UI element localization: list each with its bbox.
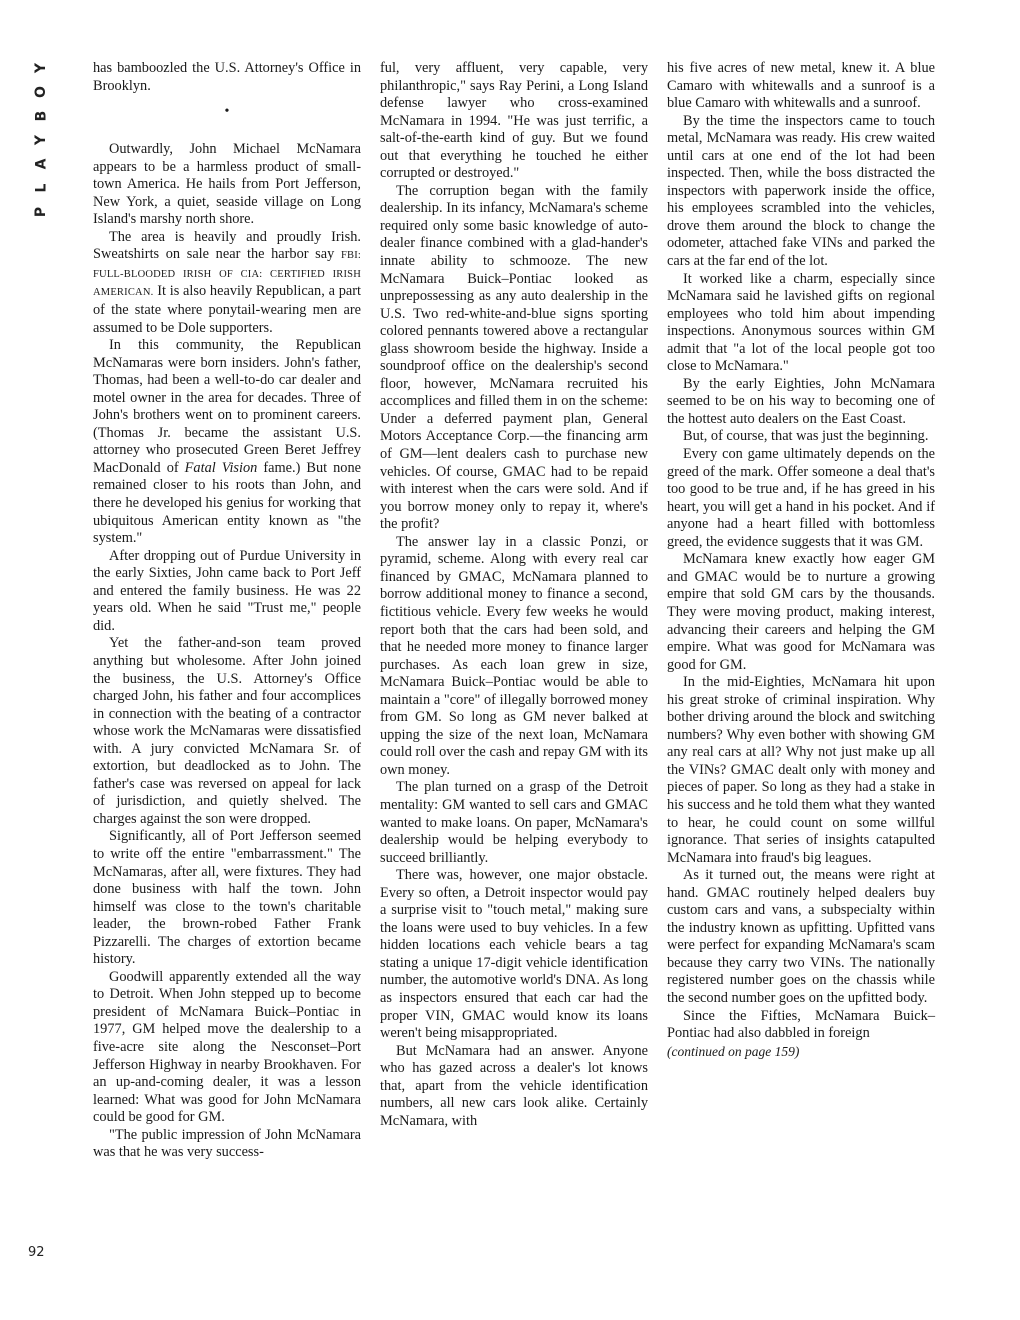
paragraph: It worked like a charm, especially since McNamara said he lavished gifts on regional employees who told him about impending inspections. Anonymous sources within GM admit that "a lot of the local people got too close to McNamara." xyxy=(667,270,935,375)
paragraph-text: It is also heavily Republican, a part of the state where ponytail-wearing men are assumed to be Dole supporters. xyxy=(93,283,361,336)
paragraph: The plan turned on a grasp of the Detroit mentality: GM wanted to sell cars and GMAC wanted to make loans. On paper, McNamara's dealership would be helping everybody to succeed brilliantly. xyxy=(380,779,648,866)
paragraph: Outwardly, John Michael McNamara appears to be a harmless product of small-town America. He hails from Port Jefferson, New York, a quiet, seaside village on Long Island's marshy north shore. xyxy=(93,141,361,228)
paragraph: But, of course, that was just the beginning. xyxy=(683,428,929,445)
paragraph xyxy=(93,229,361,337)
masthead-letter: A xyxy=(33,158,49,170)
masthead-letter: P xyxy=(32,206,49,218)
masthead-letter: O xyxy=(33,86,49,98)
paragraph: The corruption began with the family dealership. In its infancy, McNamara's scheme required only some basic knowledge of auto-dealer finance combined with a glad-hander's innate ability to schmooze. The new McNamara Buick–Pontiac looked as unprepossessing as any auto dealership in the U.S. Two red-white-and-blue signs sporting colored pennants towered above a rectangular glass showroom beside the highway. Inside a soundproof office on the dealership's second floor, however, McNamara recruited his accomplices and filled them in on the scheme: Under a deferred payment plan, General Motors Acceptance Corp.—the financing arm of GM—lent dealers cash to purchase new vehicles. Of course, GMAC had to be repaid with interest when the cars were sold. And if you borrow money only to repay it, where's the profit? xyxy=(380,182,648,533)
paragraph: By the time the inspectors came to touch metal, McNamara was ready. His crew waited until cars at one end of the lot had been inspected. Then, while the boss distracted the inspectors with paperwork inside the office, his employees scrambled into the vehicles, drove them around the block to change the odometer, attached fake VINs and parked the cars at the far end of the lot. xyxy=(667,112,935,270)
paragraph: The answer lay in a classic Ponzi, or pyramid, scheme. Along with every real car financed by GMAC, McNamara planned to borrow additional money to finance a second, fictitious vehicle. Every few weeks he would report both that the cars had been sold, and that he needed more money to finance larger purchases. As each loan grew in size, McNamara Buick–Pontiac would be able to maintain a "core" of illegally borrowed money from GM. So long as GM never balked at upping the size of the next loan, McNamara could roll over the cash and repay GM with its own money. xyxy=(380,533,648,778)
masthead-letter: B xyxy=(32,110,49,122)
paragraph: In the mid-Eighties, McNamara hit upon his great stroke of criminal inspiration. Why bother driving around the block and switching numbers? Why even bother with showing GM any real cars at all? Why not just make up all the VINs? GMAC dealt only with money and pieces of paper. So long as they had a stake in his success and he told them what they wanted to hear, he could count on some willful ignorance. That series of insights catapulted McNamara into fraud's big leagues. xyxy=(667,674,935,866)
paragraph: But McNamara had an answer. Anyone who has gazed across a dealer's lot knows that, apart from the vehicle identification numbers, all new cars look alike. Certainly McNamara, with xyxy=(380,1042,648,1129)
paragraph-text: In this community, the Republican McNamaras were born insiders. John's father, Thomas, had been a well-to-do car dealer and motel owner in the area for decades. Three of John's brothers went on to prominent careers. (Thomas Jr. became the assistant U.S. attorney who prosecuted Green Beret Jeffrey MacDonald of xyxy=(93,337,361,476)
paragraph: Significantly, all of Port Jefferson seemed to write off the entire "embarrassment." The McNamaras, after all, were fixtures. They had done business with half the town. John himself was close to the town's charitable leader, the brown-robed Father Frank Pizzarelli. The charges of extortion became history. xyxy=(93,828,361,968)
paragraph: Goodwill apparently extended all the way to Detroit. When John stepped up to become president of McNamara Buick–Pontiac in 1977, GM helped move the dealership to a five-acre site along the Nesconset–Port Jefferson Highway in nearby Brookhaven. For an up-and-coming dealer, it was a lesson learned: What was good for John McNamara could be good for GM. xyxy=(93,968,361,1126)
article-column-3 xyxy=(667,60,935,1060)
article-column-1 xyxy=(93,60,361,1162)
paragraph: By the early Eighties, John McNamara seemed to be on his way to becoming one of the hottest auto dealers on the East Coast. xyxy=(667,375,935,427)
masthead-letter: L xyxy=(32,183,49,193)
paragraph: ful, very affluent, very capable, very philanthropic," says Ray Perini, a Long Island defense lawyer who cross-examined McNamara in 1994. "He was just terrific, a salt-of-the-earth kind of guy. But we found out that everything he touched he either corrupted or destroyed." xyxy=(380,60,648,182)
paragraph: Yet the father-and-son team proved anything but wholesome. After John joined the business, the U.S. Attorney's Office charged John, his father and four accomplices in connection with the beating of a contractor whose work the McNamaras were dissatisfied with. A jury convicted McNamara Sr. of extortion, but deadlocked as to John. The father's case was reversed on appeal for lack of jurisdiction, and quietly shelved. The charges against the son were dropped. xyxy=(93,635,361,827)
paragraph: After dropping out of Purdue University in the early Sixties, John came back to Port Jeff and entered the family business. He was 22 years old. When he said "Trust me," people did. xyxy=(93,547,361,634)
paragraph: his five acres of new metal, knew it. A blue Camaro with whitewalls and a sunroof is a blue Camaro with whitewalls and a sunroof. xyxy=(667,60,935,112)
paragraph: McNamara knew exactly how eager GM and GMAC would be to nurture a growing empire that sold GM cars by the thousands. They were moving product, making interest, advancing their careers and helping the GM empire. What was good for McNamara was good for GM. xyxy=(667,551,935,673)
masthead-letter: Y xyxy=(32,62,49,74)
paragraph: has bamboozled the U.S. Attorney's Office in Brooklyn. xyxy=(93,60,361,94)
paragraph-text: The area is heavily and proudly Irish. Sweatshirts on sale near the harbor say xyxy=(93,228,361,263)
paragraph xyxy=(93,337,361,548)
continued-on-page: (continued on page 159) xyxy=(667,1043,800,1059)
paragraph-text: fame.) But none remained closer to his roots than John, and there he developed his genius for working that ubiquitous American entity known as "the system." xyxy=(93,459,361,547)
page-number: 92 xyxy=(28,1245,45,1260)
sweatshirt-slogan: FBI: FULL-BLOODED IRISH OF CIA: CERTIFIED IRISH AMERICAN. xyxy=(93,250,362,299)
paragraph: Since the Fifties, McNamara Buick–Pontiac had also dabbled in foreign xyxy=(667,1007,935,1042)
masthead-letter: Y xyxy=(32,134,49,146)
paragraph: There was, however, one major obstacle. Every so often, a Detroit inspector would pay a surprise visit to "touch metal," making sure the loans were used to buy vehicles. In a few hidden locations each vehicle bears a tag stating a unique 17-digit vehicle identification number, the automotive world's DNA. As long as inspectors ensured that each car had the proper VIN, GMAC would know its loans weren't being misappropriated. xyxy=(380,867,648,1042)
article-column-2 xyxy=(380,60,648,1130)
paragraph: As it turned out, the means were right at hand. GMAC routinely helped dealers buy custom cars and vans, a subspecialty within the industry known as upfitting. Upfitted vans were perfect for expanding McNamara's scam because they carry two VINs. The nationally registered number goes on the chassis while the second number goes on the upfitted body. xyxy=(667,867,935,1006)
magazine-masthead xyxy=(28,58,54,222)
section-break-bullet: • xyxy=(224,104,230,120)
paragraph: "The public impression of John McNamara was that he was very success- xyxy=(93,1126,361,1161)
paragraph: Every con game ultimately depends on the greed of the mark. Offer someone a deal that's too good to be true and, if he has greed in his heart, you will get a hand in his pocket. And if anyone had a heart filled with bottomless greed, the evidence suggests that it was GM. xyxy=(667,446,935,550)
film-title: Fatal Vision xyxy=(184,459,258,476)
